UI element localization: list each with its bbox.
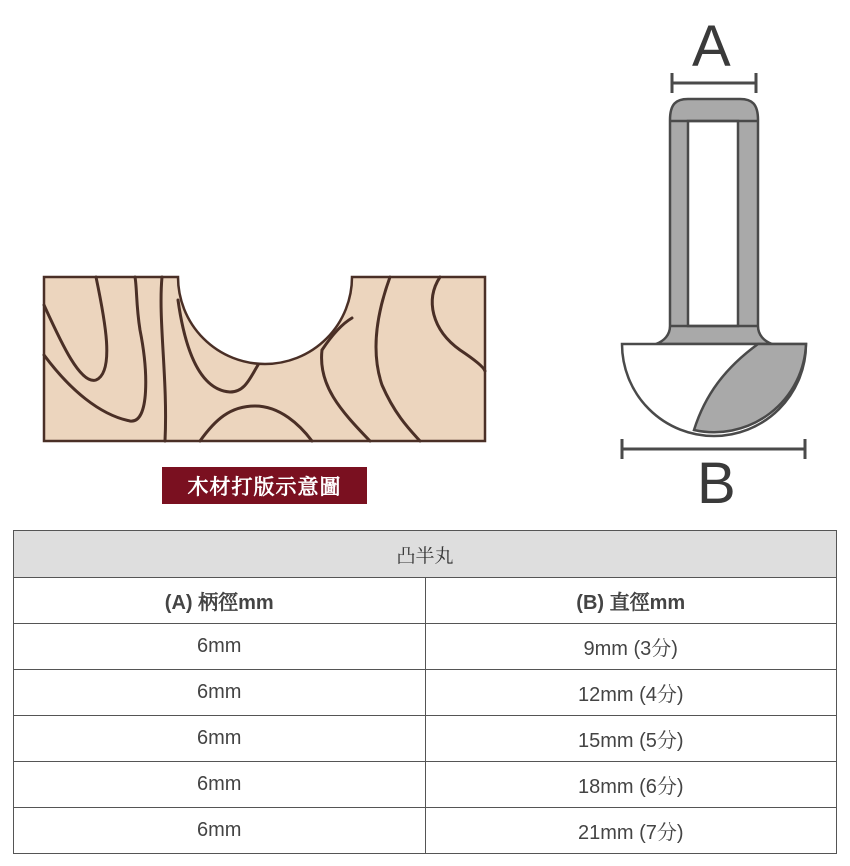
table-title: 凸半丸: [14, 531, 837, 578]
caption-badge: 木材打版示意圖: [162, 467, 367, 504]
cell-shank: 6mm: [14, 808, 426, 854]
label-b: B: [697, 451, 736, 516]
wood-sample: [44, 277, 485, 441]
table-row: [14, 762, 837, 808]
header-shank-diameter: (A) 柄徑mm: [14, 578, 426, 624]
table-title-row: [14, 531, 837, 578]
cell-diameter: 12mm (4分): [425, 670, 837, 716]
table-header-row: [14, 578, 837, 624]
shank-highlight: [688, 121, 738, 326]
table-row: [14, 716, 837, 762]
table-row: [14, 808, 837, 854]
cell-diameter: 21mm (7分): [425, 808, 837, 854]
spec-table: [13, 530, 837, 854]
cell-shank: 6mm: [14, 670, 426, 716]
table-row: [14, 624, 837, 670]
cell-shank: 6mm: [14, 624, 426, 670]
label-a: A: [692, 14, 731, 79]
cell-diameter: 9mm (3分): [425, 624, 837, 670]
header-cut-diameter: (B) 直徑mm: [425, 578, 837, 624]
table-row: [14, 670, 837, 716]
cell-diameter: 18mm (6分): [425, 762, 837, 808]
router-bit: [622, 73, 806, 459]
wood-block: [44, 277, 485, 441]
cell-diameter: 15mm (5分): [425, 716, 837, 762]
cell-shank: 6mm: [14, 762, 426, 808]
cell-shank: 6mm: [14, 716, 426, 762]
